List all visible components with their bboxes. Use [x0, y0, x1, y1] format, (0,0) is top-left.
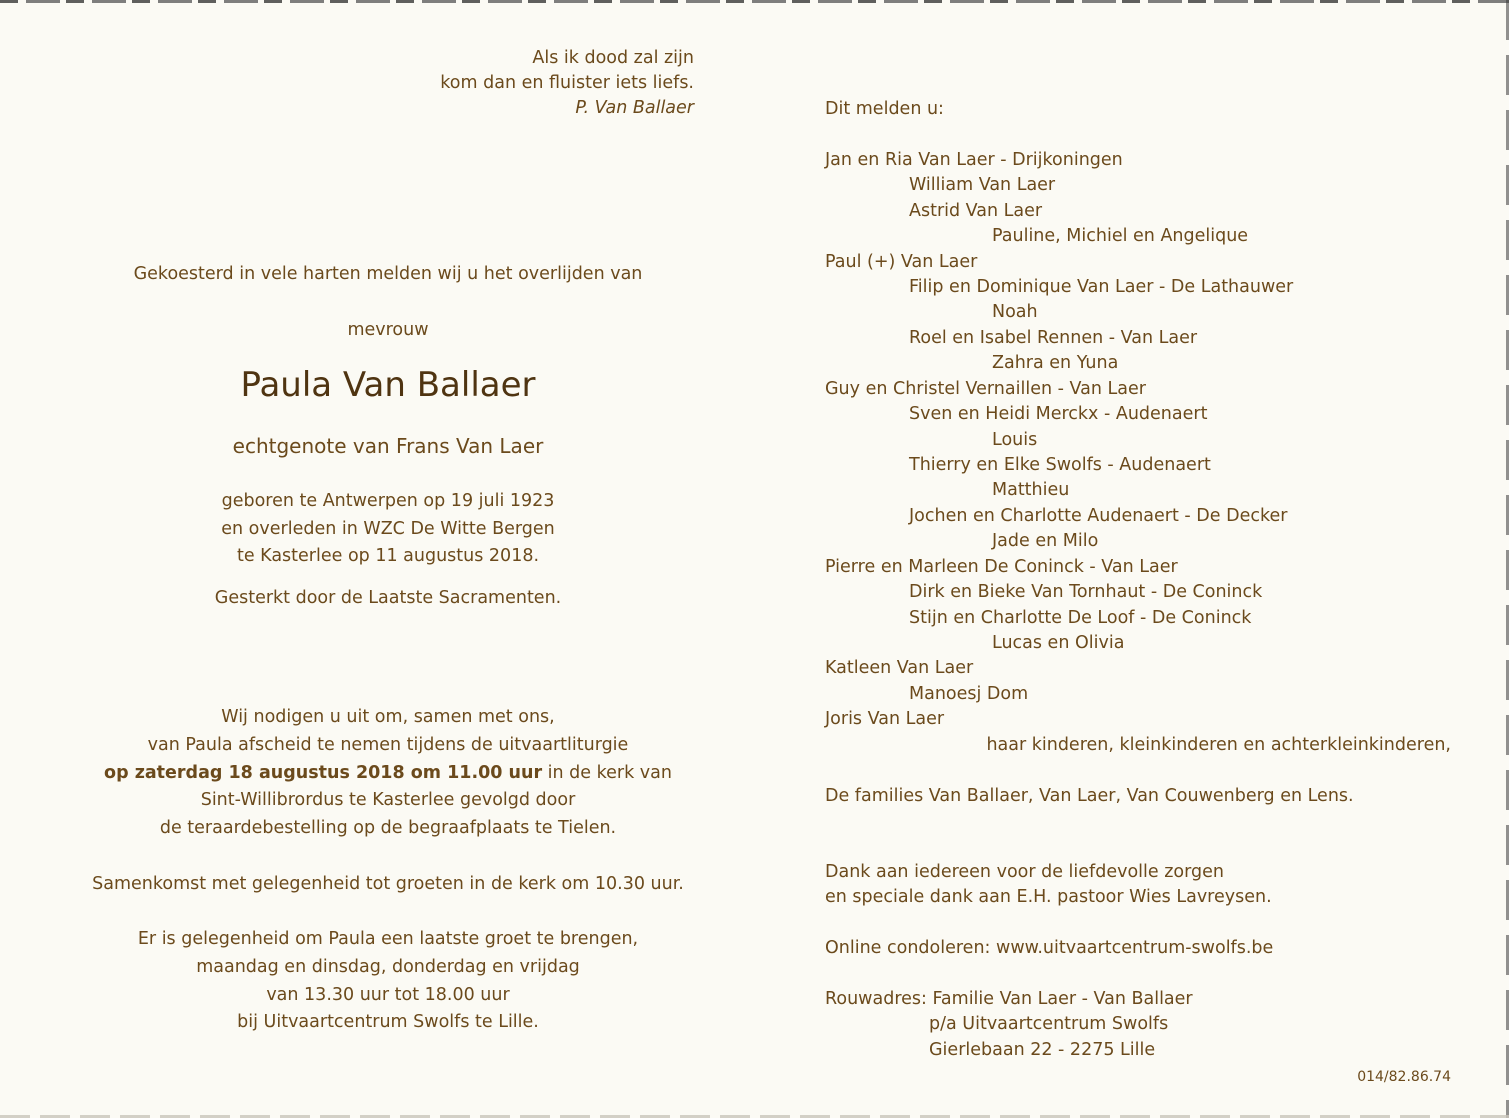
- visit-line-4: bij Uitvaartcentrum Swolfs te Lille.: [237, 1012, 539, 1032]
- family-line: Thierry en Elke Swolfs - Audenaert: [909, 455, 1211, 475]
- family-line: Dirk en Bieke Van Tornhaut - De Coninck: [909, 582, 1263, 602]
- family-line: Matthieu: [992, 480, 1070, 500]
- family-line: Zahra en Yuna: [992, 353, 1119, 373]
- visit-line-1: Er is gelegenheid om Paula een laatste groet te brengen,: [137, 929, 639, 949]
- family-line: Katleen Van Laer: [825, 658, 974, 678]
- family-line: Manoesj Dom: [909, 684, 1029, 704]
- death-line-2: te Kasterlee op 11 augustus 2018.: [236, 546, 540, 566]
- meeting-line: Samenkomst met gelegenheid tot groeten in de kerk om 10.30 uur.: [92, 874, 684, 894]
- birth-line: geboren te Antwerpen op 19 juli 1923: [221, 491, 555, 511]
- spouse-line: echtgenote van Frans Van Laer: [232, 434, 544, 458]
- scan-edge-top: [0, 0, 1509, 3]
- funeral-date: op zaterdag 18 augustus 2018 om 11.00 uur: [104, 763, 543, 783]
- visit-line-2: maandag en dinsdag, donderdag en vrijdag: [196, 957, 580, 977]
- invite-line-4: Sint-Willibrordus te Kasterlee gevolgd door: [200, 790, 576, 810]
- visit-line-3: van 13.30 uur tot 18.00 uur: [266, 985, 510, 1005]
- family-line: Guy en Christel Vernaillen - Van Laer: [825, 379, 1146, 399]
- family-line: Joris Van Laer: [825, 709, 945, 729]
- address-line-2: p/a Uitvaartcentrum Swolfs: [929, 1014, 1169, 1034]
- invite-line-5: de teraardebestelling op de begraafplaats te Tielen.: [159, 818, 617, 838]
- thanks-line-1: Dank aan iedereen voor de liefdevolle zorgen: [825, 862, 1224, 882]
- relation-line: haar kinderen, kleinkinderen en achterkleinkinderen,: [986, 735, 1451, 755]
- online-condolences: Online condoleren: www.uitvaartcentrum-swolfs.be: [825, 938, 1274, 958]
- address-line-1: Rouwadres: Familie Van Laer - Van Ballaer: [825, 989, 1193, 1009]
- family-line: Louis: [992, 430, 1038, 450]
- family-line: Jochen en Charlotte Audenaert - De Decker: [909, 506, 1288, 526]
- family-line: Noah: [992, 302, 1038, 322]
- invite-line-2: van Paula afscheid te nemen tijdens de uitvaartliturgie: [147, 735, 629, 755]
- announcement-intro: Gekoesterd in vele harten melden wij u het overlijden van: [133, 264, 643, 284]
- family-line: Lucas en Olivia: [992, 633, 1125, 653]
- family-line: Jan en Ria Van Laer - Drijkoningen: [825, 150, 1123, 170]
- mourners-header: Dit melden u:: [825, 99, 944, 119]
- families-line: De families Van Ballaer, Van Laer, Van Couwenberg en Lens.: [825, 786, 1354, 806]
- poem-line-1: Als ik dood zal zijn: [532, 48, 694, 68]
- printer-phone: 014/82.86.74: [1357, 1069, 1451, 1085]
- family-line: Paul (+) Van Laer: [825, 252, 978, 272]
- invite-line-3: [104, 765, 672, 783]
- poem-author: P. Van Ballaer: [575, 98, 694, 118]
- honorific: mevrouw: [347, 320, 429, 340]
- family-line: Roel en Isabel Rennen - Van Laer: [909, 328, 1198, 348]
- address-line-3: Gierlebaan 22 - 2275 Lille: [929, 1040, 1156, 1060]
- death-line-1: en overleden in WZC De Witte Bergen: [221, 519, 555, 539]
- family-line: Astrid Van Laer: [909, 201, 1043, 221]
- family-line: Sven en Heidi Merckx - Audenaert: [909, 404, 1208, 424]
- sacraments-line: Gesterkt door de Laatste Sacramenten.: [214, 588, 562, 608]
- family-line: Jade en Milo: [992, 531, 1099, 551]
- deceased-name: Paula Van Ballaer: [240, 365, 536, 405]
- family-line: Pierre en Marleen De Coninck - Van Laer: [825, 557, 1178, 577]
- thanks-line-2: en speciale dank aan E.H. pastoor Wies Lavreysen.: [825, 887, 1272, 907]
- poem-line-2: kom dan en fluister iets liefs.: [440, 73, 694, 93]
- family-line: Stijn en Charlotte De Loof - De Coninck: [909, 608, 1252, 628]
- family-line: Pauline, Michiel en Angelique: [992, 226, 1249, 246]
- invite-line-3-rest: in de kerk van: [542, 763, 672, 783]
- invite-line-1: Wij nodigen u uit om, samen met ons,: [221, 707, 555, 727]
- family-line: William Van Laer: [909, 175, 1056, 195]
- family-line: Filip en Dominique Van Laer - De Lathauwer: [909, 277, 1294, 297]
